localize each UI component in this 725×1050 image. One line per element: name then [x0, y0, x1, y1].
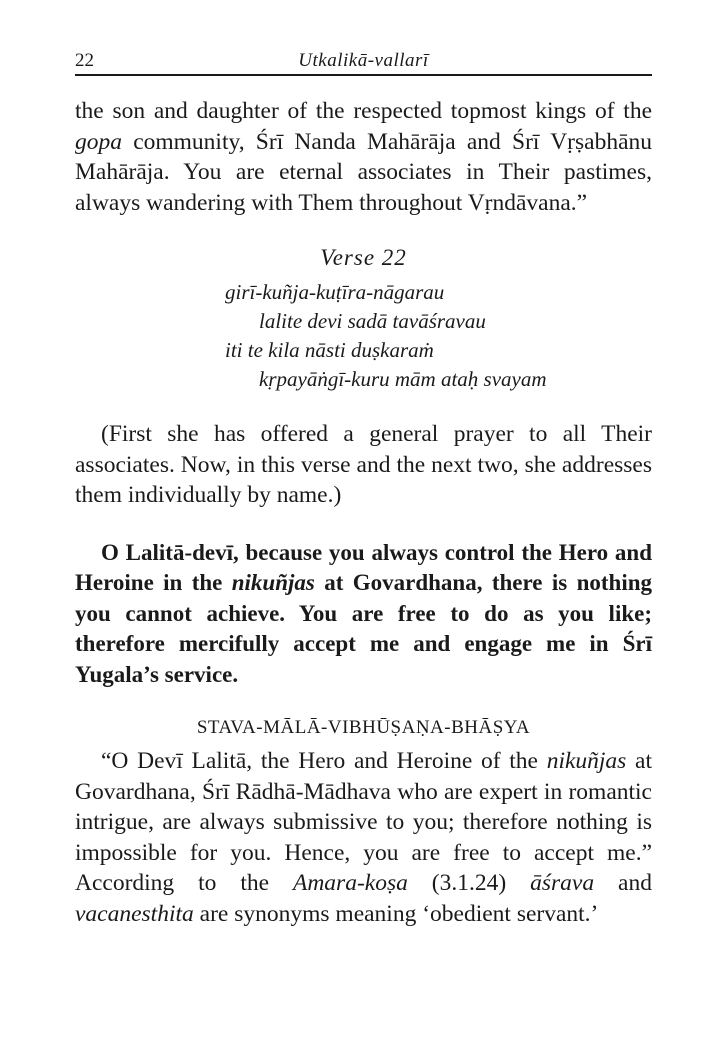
verse-block [75, 278, 652, 394]
running-title: Utkalikā-vallarī [298, 50, 429, 71]
text-run: are synonyms meaning ‘obedient servant.’ [193, 900, 599, 927]
text-run: (3.1.24) [407, 870, 531, 896]
text-run: O Lalitā-devī, because you always control the Hero and Heroine in the [75, 539, 652, 595]
verse-line: kṛpayāṅgī-kuru mām ataḥ svayam [259, 367, 547, 391]
text-run: “O Devī Lalitā, the Hero and Heroine of the [101, 748, 547, 774]
italic-term: gopa [75, 128, 122, 155]
intro-paragraph: (First she has offered a general prayer to all Their associates. Now, in this verse and the next two, she addresses them individually by name.) [75, 421, 652, 508]
italic-term: āśrava [530, 870, 595, 896]
verse-line: girī-kuñja-kuṭīra-nāgarau [225, 280, 445, 304]
text-run: and [594, 870, 652, 896]
commentary-title: STAVA-MĀLĀ-VIBHŪṢAṆA-BHĀṢYA [196, 717, 531, 738]
continued-paragraph [75, 96, 652, 218]
text-run: at Govardhana, Śrī Rādhā-Mādhava who are expert in romantic intrigue, are always submissive to you; therefore nothing is impossible for you. Hence, you are free to accept me.” According to the [75, 748, 652, 896]
italic-term: vacanesthita [75, 900, 194, 927]
page-number: 22 [75, 50, 94, 71]
translation-paragraph [75, 538, 652, 691]
page-body [75, 96, 652, 929]
italic-term: nikuñjas [546, 748, 627, 774]
page-header [75, 50, 652, 76]
verse-line: lalite devi sadā tavāśravau [259, 309, 486, 333]
italic-term: nikuñjas [231, 570, 315, 595]
italic-term: Amara-koṣa [292, 870, 408, 896]
text-run: at Govardhana, there is nothing you cannot achieve. You are free to do as you like; therefore mercifully accept me and engage me in Śrī Yugala’s service. [75, 570, 652, 687]
verse-line: iti te kila nāsti duṣkaraṁ [225, 338, 434, 362]
commentary-paragraph [75, 746, 652, 929]
verse-title: Verse 22 [320, 245, 407, 270]
text-run: community, Śrī Nanda Mahārāja and Śrī Vṛṣabhānu Mahārāja. You are eternal associates in Their pastimes, always wandering with Them throughout Vṛndāvana.” [75, 128, 652, 216]
text-run: the son and daughter of the respected topmost kings of the [75, 98, 652, 124]
